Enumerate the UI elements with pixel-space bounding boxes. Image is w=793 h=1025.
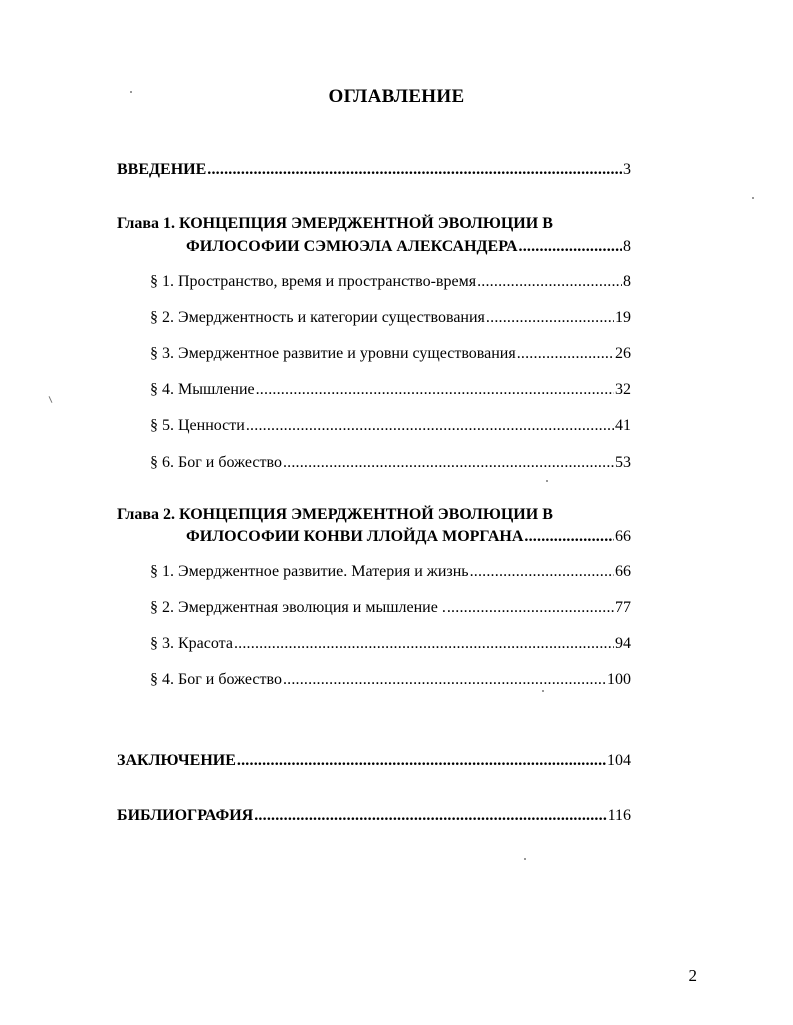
- toc-leader-dots: [207, 160, 622, 180]
- toc-entry-label: § 3. Эмерджентное развитие и уровни существования: [150, 345, 516, 362]
- toc-leader-dots: [283, 453, 614, 473]
- toc-entry-label: § 6. Бог и божество: [150, 454, 282, 471]
- toc-entry-ch1-s6[interactable]: [150, 453, 631, 473]
- toc-entry-label: ЗАКЛЮЧЕНИЕ: [117, 752, 236, 769]
- toc-entry-page: 116: [607, 807, 631, 824]
- toc-entry-ch1-s2[interactable]: [150, 308, 631, 328]
- chapter-2-title-line2-row[interactable]: [186, 527, 631, 547]
- page-title: ОГЛАВЛЕНИЕ: [328, 86, 465, 107]
- chapter-1-title-line1: КОНЦЕПЦИЯ ЭМЕРДЖЕНТНОЙ ЭВОЛЮЦИИ В: [179, 215, 553, 232]
- toc-entry-page: 26: [615, 345, 631, 362]
- toc-leader-dots: [447, 598, 614, 618]
- chapter-1-title-line2-row[interactable]: [186, 237, 631, 257]
- toc-entry-ch2-s4[interactable]: [150, 670, 631, 690]
- page-number: 2: [688, 966, 697, 985]
- toc-leader-dots: [254, 806, 606, 826]
- toc-entry-intro[interactable]: [117, 160, 631, 180]
- toc-entry-page: 100: [607, 671, 631, 688]
- toc-entry-ch1-s5[interactable]: [150, 416, 631, 436]
- toc-entry-page: 3: [623, 161, 631, 178]
- toc-entry-ch1-s4[interactable]: [150, 380, 631, 400]
- toc-entry-label: § 4. Мышление: [150, 381, 255, 398]
- scan-speck: [752, 197, 754, 199]
- toc-leader-dots: [477, 272, 622, 292]
- scan-speck: [49, 396, 53, 403]
- toc-entry-ch1-s3[interactable]: [150, 344, 631, 364]
- chapter-2-prefix: Глава 2.: [117, 506, 175, 523]
- toc-entry-label: § 5. Ценности: [150, 417, 245, 434]
- toc-leader-dots: [256, 380, 614, 400]
- toc-entry-ch1-s1[interactable]: [150, 272, 631, 292]
- chapter-2-title-line2: ФИЛОСОФИИ КОНВИ ЛЛОЙДА МОРГАНА: [186, 528, 524, 545]
- toc-entry-ch2-s3[interactable]: [150, 634, 631, 654]
- toc-entry-label: § 3. Красота: [150, 635, 233, 652]
- toc-entry-page: 94: [615, 635, 631, 652]
- toc-entry-label: § 2. Эмерджентность и категории существования: [150, 309, 485, 326]
- toc-entry-label: § 1. Пространство, время и пространство-время: [150, 273, 477, 290]
- toc-leader-dots: [486, 308, 614, 328]
- chapter-1-heading[interactable]: [117, 214, 553, 234]
- toc-leader-dots: [237, 751, 606, 771]
- toc-leader-dots: [524, 527, 614, 547]
- chapter-2-heading[interactable]: [117, 505, 553, 525]
- toc-entry-page: 66: [615, 563, 631, 580]
- toc-leader-dots: [283, 670, 606, 690]
- toc-entry-label: § 2. Эмерджентная эволюция и мышление .: [150, 599, 446, 616]
- chapter-1-title-line2: ФИЛОСОФИИ СЭМЮЭЛА АЛЕКСАНДЕРА: [186, 238, 518, 255]
- toc-entry-page: 32: [615, 381, 631, 398]
- toc-entry-page: 41: [615, 417, 631, 434]
- toc-entry-ch2-s1[interactable]: [150, 562, 631, 582]
- toc-leader-dots: [246, 416, 614, 436]
- toc-entry-label: § 4. Бог и божество: [150, 671, 282, 688]
- toc-entry-page: 19: [615, 309, 631, 326]
- toc-leader-dots: [517, 344, 614, 364]
- scan-speck: [546, 480, 548, 482]
- toc-entry-page: 8: [623, 273, 631, 290]
- toc-entry-label: § 1. Эмерджентное развитие. Материя и жизнь: [150, 563, 469, 580]
- toc-leader-dots: [470, 562, 614, 582]
- toc-leader-dots: [234, 634, 614, 654]
- toc-entry-bibliography[interactable]: [117, 806, 631, 826]
- chapter-2-title-line1: КОНЦЕПЦИЯ ЭМЕРДЖЕНТНОЙ ЭВОЛЮЦИИ В: [179, 506, 553, 523]
- scan-speck: [130, 91, 132, 93]
- toc-entry-label: БИБЛИОГРАФИЯ: [117, 807, 254, 824]
- scan-speck: [524, 858, 526, 860]
- scan-speck: [542, 690, 544, 692]
- chapter-1-prefix: Глава 1.: [117, 215, 175, 232]
- toc-entry-label: ВВЕДЕНИЕ: [117, 161, 207, 178]
- toc-entry-conclusion[interactable]: [117, 751, 631, 771]
- toc-leader-dots: [519, 237, 623, 257]
- chapter-1-page: 8: [623, 238, 631, 255]
- toc-entry-ch2-s2[interactable]: [150, 598, 631, 618]
- toc-entry-page: 77: [615, 599, 631, 616]
- chapter-2-page: 66: [615, 528, 631, 545]
- toc-entry-page: 53: [615, 454, 631, 471]
- toc-entry-page: 104: [607, 752, 631, 769]
